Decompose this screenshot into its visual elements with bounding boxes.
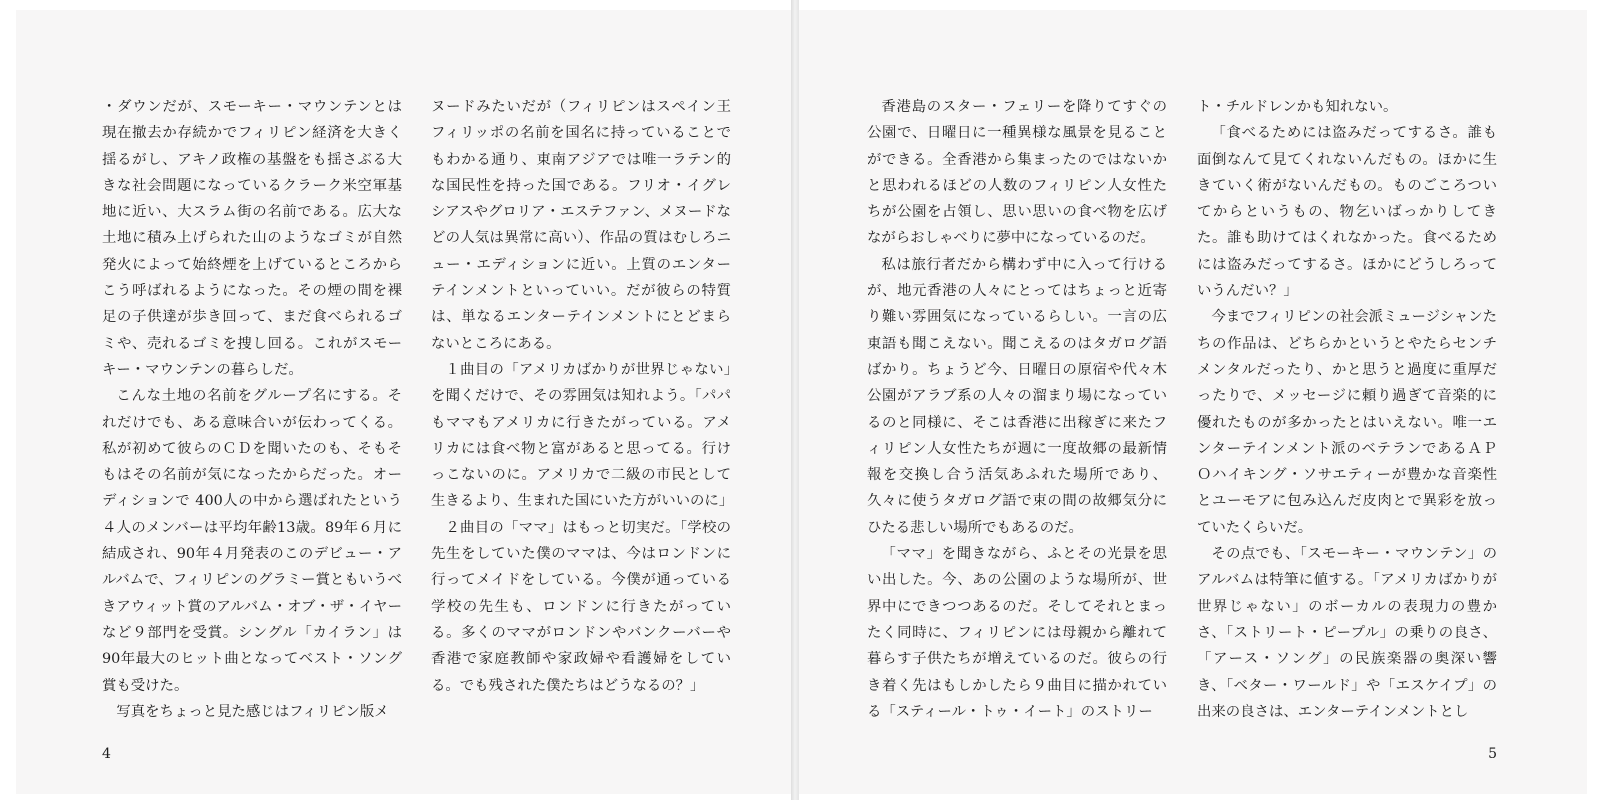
left-page [16,10,791,794]
left-page-column-1 [102,94,402,725]
left-page-column-2 [431,94,734,699]
paragraph: ト・チルドレンかも知れない。 [1197,99,1398,115]
page-number: 4 [102,746,111,762]
paragraph: こんな土地の名前をグループ名にする。それだけでも、ある意味合いが伝わってくる。私が初めて彼らのＣＤを聞いたのも、そもそもはその名前が気になったからだった。オーディションで 400人の中から選ばれたという４人のメンバーは平均年齢13歳。89年６月に結成され、90年４月発表のこのデビュー・アルバムで、フィリピンのグラミー賞ともいうべきアウィット賞のアルバム・オブ・ザ・イヤーなど９部門を受賞。シングル「カイラン」は90年最大のヒット曲となってベスト・ソング賞も受けた。 [102,388,402,694]
paragraph: 写真をちょっと見た感じはフィリピン版メ [116,703,389,720]
paragraph: 今までフィリピンの社会派ミュージシャンたちの作品は、どちらかというとやたらセンチメンタルだったり、かと思うと過度に重厚だったりで、メッセージに頼り過ぎて音楽的に優れたものが多かったとはいえない。唯一エンターテインメント派のベテランであるＡＰＯハイキング・ソサエティーが豊かな音楽性とユーモアに包み込んだ皮肉とで異彩を放っていたくらいだ。 [1197,309,1497,536]
booklet-gutter [791,0,799,800]
right-page-column-2 [1197,94,1497,725]
paragraph: ２曲目の「ママ」はもっと切実だ。「学校の先生をしていた僕のママは、今はロンドンに行ってメイドをしている。今僕が通っている学校の先生も、ロンドンに行きたがっている。多くのママがロンドンやバンクーバーや香港で家庭教師や家政婦や看護婦をしている。でも残された僕たちはどうなるの？」 [431,519,731,694]
paragraph: 香港島のスター・フェリーを降りてすぐの公園で、日曜日に一種異様な風景を見ることができる。全香港から集まったのではないかと思われるほどの人数のフィリピン人女性たちが公園を占領し、思い思いの食べ物を広げながらおしゃべりに夢中になっているのだ。 [867,99,1167,247]
paragraph: ・ダウンだが、スモーキー・マウンテンとは現在撤去か存続かでフィリピン経済を大きく揺るがし、アキノ政権の基盤をも揺さぶる大きな社会問題になっているクラーク米空軍基地に近い、大スラム街の名前である。広大な土地に積み上げられた山のようなゴミが自然発火によって始終煙を上げているところからこう呼ばれるようになった。その煙の間を裸足の子供達が歩き回って、まだ食べられるゴミや、売れるゴミを捜し回る。これがスモーキー・マウンテンの暮らしだ。 [102,99,402,378]
paragraph: ヌードみたいだが（フィリピンはスペイン王フィリッポの名前を国名に持っていることでもわかる通り、東南アジアでは唯一ラテン的な国民性を持った国である。フリオ・イグレシアスやグロリア・エステファン、メヌードなどの人気は異常に高い）、作品の質はむしろニュー・エディションに近い。上質のエンターテインメントといっていい。だが彼らの特質は、単なるエンターテインメントにとどまらないところにある。 [431,99,731,352]
right-page [799,10,1587,794]
paragraph: その点でも、「スモーキー・マウンテン」のアルバムは特筆に値する。「アメリカばかりが世界じゃない」のボーカルの表現力の豊かさ、「ストリート・ピープル」の乗りの良さ、「アース・ソング」の民族楽器の奥深い響き、「ベター・ワールド」や「エスケイプ」の出来の良さは、エンターテインメントとし [1197,546,1497,720]
right-page-column-1 [867,94,1167,725]
paragraph: 私は旅行者だから構わず中に入って行けるが、地元香港の人々にとってはちょっと近寄り難い雰囲気になっているらしい。一言の広東語も聞こえない。聞こえるのはタガログ語ばかり。ちょうど今、日曜日の原宿や代々木公園がアラブ系の人々の溜まり場になっているのと同様に、そこは香港に出稼ぎに来たフィリピン人女性たちが週に一度故郷の最新情報を交換し合う活気あふれた場所であり、久々に使うタガログ語で束の間の故郷気分にひたる悲しい場所でもあるのだ。 [867,256,1167,536]
paragraph: 「ママ」を聞きながら、ふとその光景を思い出した。今、あの公園のような場所が、世界中にできつつあるのだ。そしてそれとまったく同時に、フィリピンには母親から離れて暮らす子供たちが増えているのだ。彼らの行き着く先はもしかしたら９曲目に描かれている「スティール・トゥ・イート」のストリー [867,546,1167,720]
paragraph: 「食べるためには盗みだってするさ。誰も面倒なんて見てくれないんだもの。ほかに生きていく術がないんだもの。ものごころついてからというもの、物乞いばっかりしてきた。誰も助けてはくれなかった。食べるためには盗みだってするさ。ほかにどうしろっていうんだい？」 [1197,125,1497,300]
page-number: 5 [1488,746,1497,762]
paragraph: １曲目の「アメリカばかりが世界じゃない」を聞くだけで、その雰囲気は知れよう。「パパもママもアメリカに行きたがっている。アメリカには食べ物と富があると思ってる。行けっこないのに。アメリカで二級の市民として生きるより、生まれた国にいた方がいいのに」 [431,361,734,510]
